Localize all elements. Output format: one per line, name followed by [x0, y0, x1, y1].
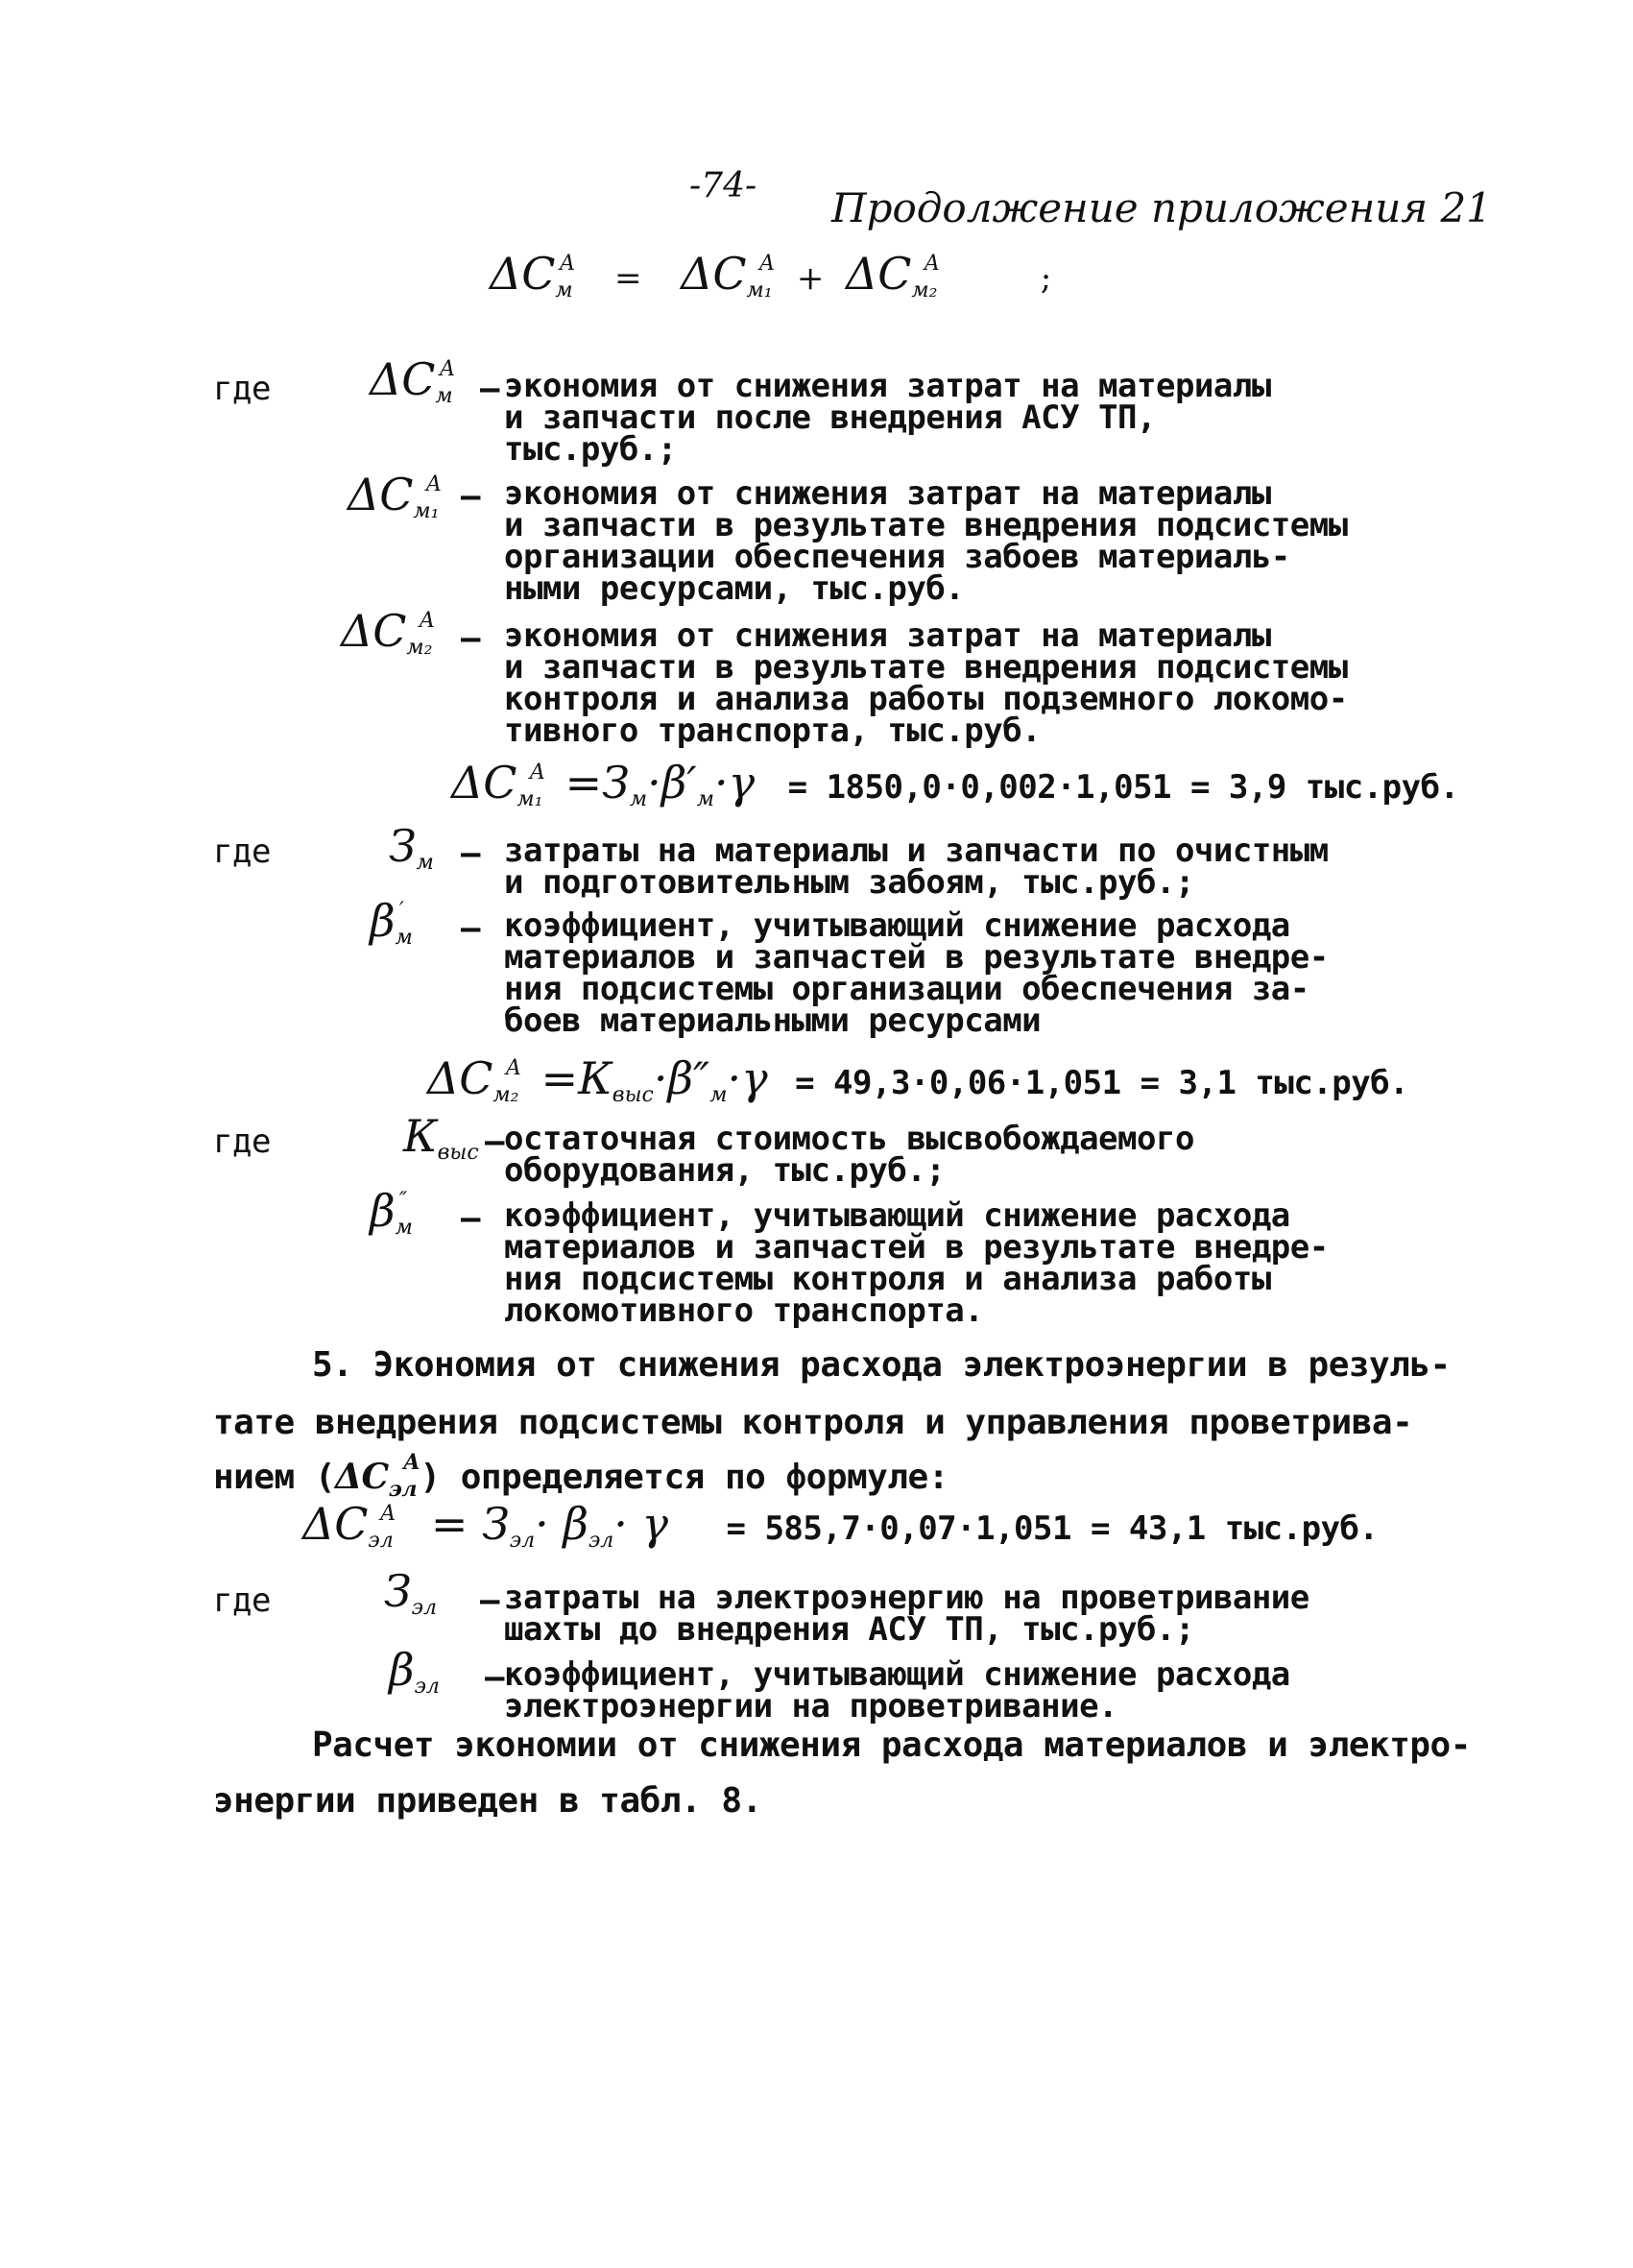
formula-main: $\Delta C_м^А = \Delta C_{м_1}^А + \Delta C_{м_2}^А$ ; [490, 248, 1052, 302]
def3-0-symbol: $К_{выс}$ [403, 1110, 479, 1165]
formula-m1: $\Delta C_{м_1}^А =З_м\cdot\beta'_м\cdot\gamma = 1850,0\cdot 0,002\cdot 1,051 = 3,9$ тыс.руб. [451, 757, 1459, 811]
continuation-caption: Продолжение приложения 21 [831, 184, 1492, 231]
formula-main-lhs: $\Delta C_м^А$ [490, 248, 576, 302]
page-number: -74- [689, 166, 757, 205]
def4-1-symbol: $\beta_{эл}$ [389, 1644, 440, 1699]
closing-line1: Расчет экономии от снижения расхода материалов и электро- [312, 1725, 1471, 1765]
def4-0-text: затраты на электроэнергию на проветривание шахты до внедрения АСУ ТП, тыс.руб.; [504, 1579, 1309, 1649]
def3-1-dash: – [461, 1199, 480, 1238]
formula-main-term2: $\Delta C_{м_2}^А$ [846, 248, 941, 302]
def1-1-dash: – [461, 477, 480, 516]
def4-0-symbol: $З_{эл}$ [384, 1565, 438, 1620]
def2-1-symbol: $\beta_м'$ [370, 895, 413, 950]
def3-0-dash: – [485, 1122, 504, 1161]
def1-2-text: экономия от снижения затрат на материалы и запчасти в результате внедрения подсистемы контроля и анализа работы подземного локомо- тивного транспорта, тыс.руб. [504, 616, 1348, 750]
formula-el: $\Delta C_{эл}^А = З_{эл}\cdot \beta_{эл}\cdot \gamma = 585,7\cdot 0,07\cdot 1,051 = 43,1$ тыс.руб. [302, 1498, 1379, 1553]
def1-2-symbol: $\Delta C_{м_2}^А$ [341, 605, 436, 660]
def4-0-dash: – [480, 1581, 499, 1620]
def2-0-dash: – [461, 834, 480, 873]
def3-1-symbol: $\beta_м''$ [370, 1185, 413, 1240]
def3-1-text: коэффициент, учитывающий снижение расхода материалов и запчастей в результате внедре- ния подсистемы контроля и анализа работы локомотивного транспорта. [504, 1196, 1329, 1330]
where-label-1: где [213, 370, 271, 408]
where-label-4: где [213, 1581, 271, 1620]
where-label-2: где [213, 832, 271, 871]
def1-0-dash: – [480, 370, 499, 408]
def2-0-text: затраты на материалы и запчасти по очистным и подготовительным забоям, тыс.руб.; [504, 832, 1329, 902]
closing-line2: энергии приведен в табл. 8. [213, 1781, 762, 1821]
def2-1-text: коэффициент, учитывающий снижение расхода материалов и запчастей в результате внедре- ния подсистемы организации обеспечения за- боев материальными ресурсами [504, 906, 1329, 1040]
def4-1-text: коэффициент, учитывающий снижение расхода электроэнергии на проветривание. [504, 1655, 1290, 1725]
def1-1-symbol: $\Delta C_{м_1}^А$ [348, 469, 443, 523]
def3-0-text: остаточная стоимость высвобождаемого оборудования, тыс.руб.; [504, 1120, 1194, 1190]
def4-1-dash: – [485, 1658, 504, 1697]
def1-0-text: экономия от снижения затрат на материалы и запчасти после внедрения АСУ ТП, тыс.руб.; [504, 367, 1271, 469]
para5-line3: нием $(\Delta C_{эл}^А)$ определяется по формуле: [213, 1450, 949, 1502]
def1-0-symbol: $\Delta C_м^А$ [370, 353, 456, 408]
para5-line2: тате внедрения подсистемы контроля и управления проветрива- [213, 1403, 1413, 1442]
formula-main-term1: $\Delta C_{м_1}^А$ [681, 248, 776, 302]
def2-1-dash: – [461, 909, 480, 948]
formula-m2: $\Delta C_{м_2}^А =К_{выс}\cdot\beta''_м\cdot\gamma = 49,3\cdot 0,06\cdot 1,051 = 3,1$ тыс.руб. [427, 1052, 1409, 1107]
where-label-3: где [213, 1122, 271, 1161]
def2-0-symbol: $З_м$ [389, 820, 434, 875]
def1-2-dash: – [461, 619, 480, 658]
def1-1-text: экономия от снижения затрат на материалы и запчасти в результате внедрения подсистемы организации обеспечения забоев материаль- ными ресурсами, тыс.руб. [504, 474, 1348, 608]
para5-line1: 5. Экономия от снижения расхода электроэнергии в резуль- [312, 1345, 1451, 1385]
